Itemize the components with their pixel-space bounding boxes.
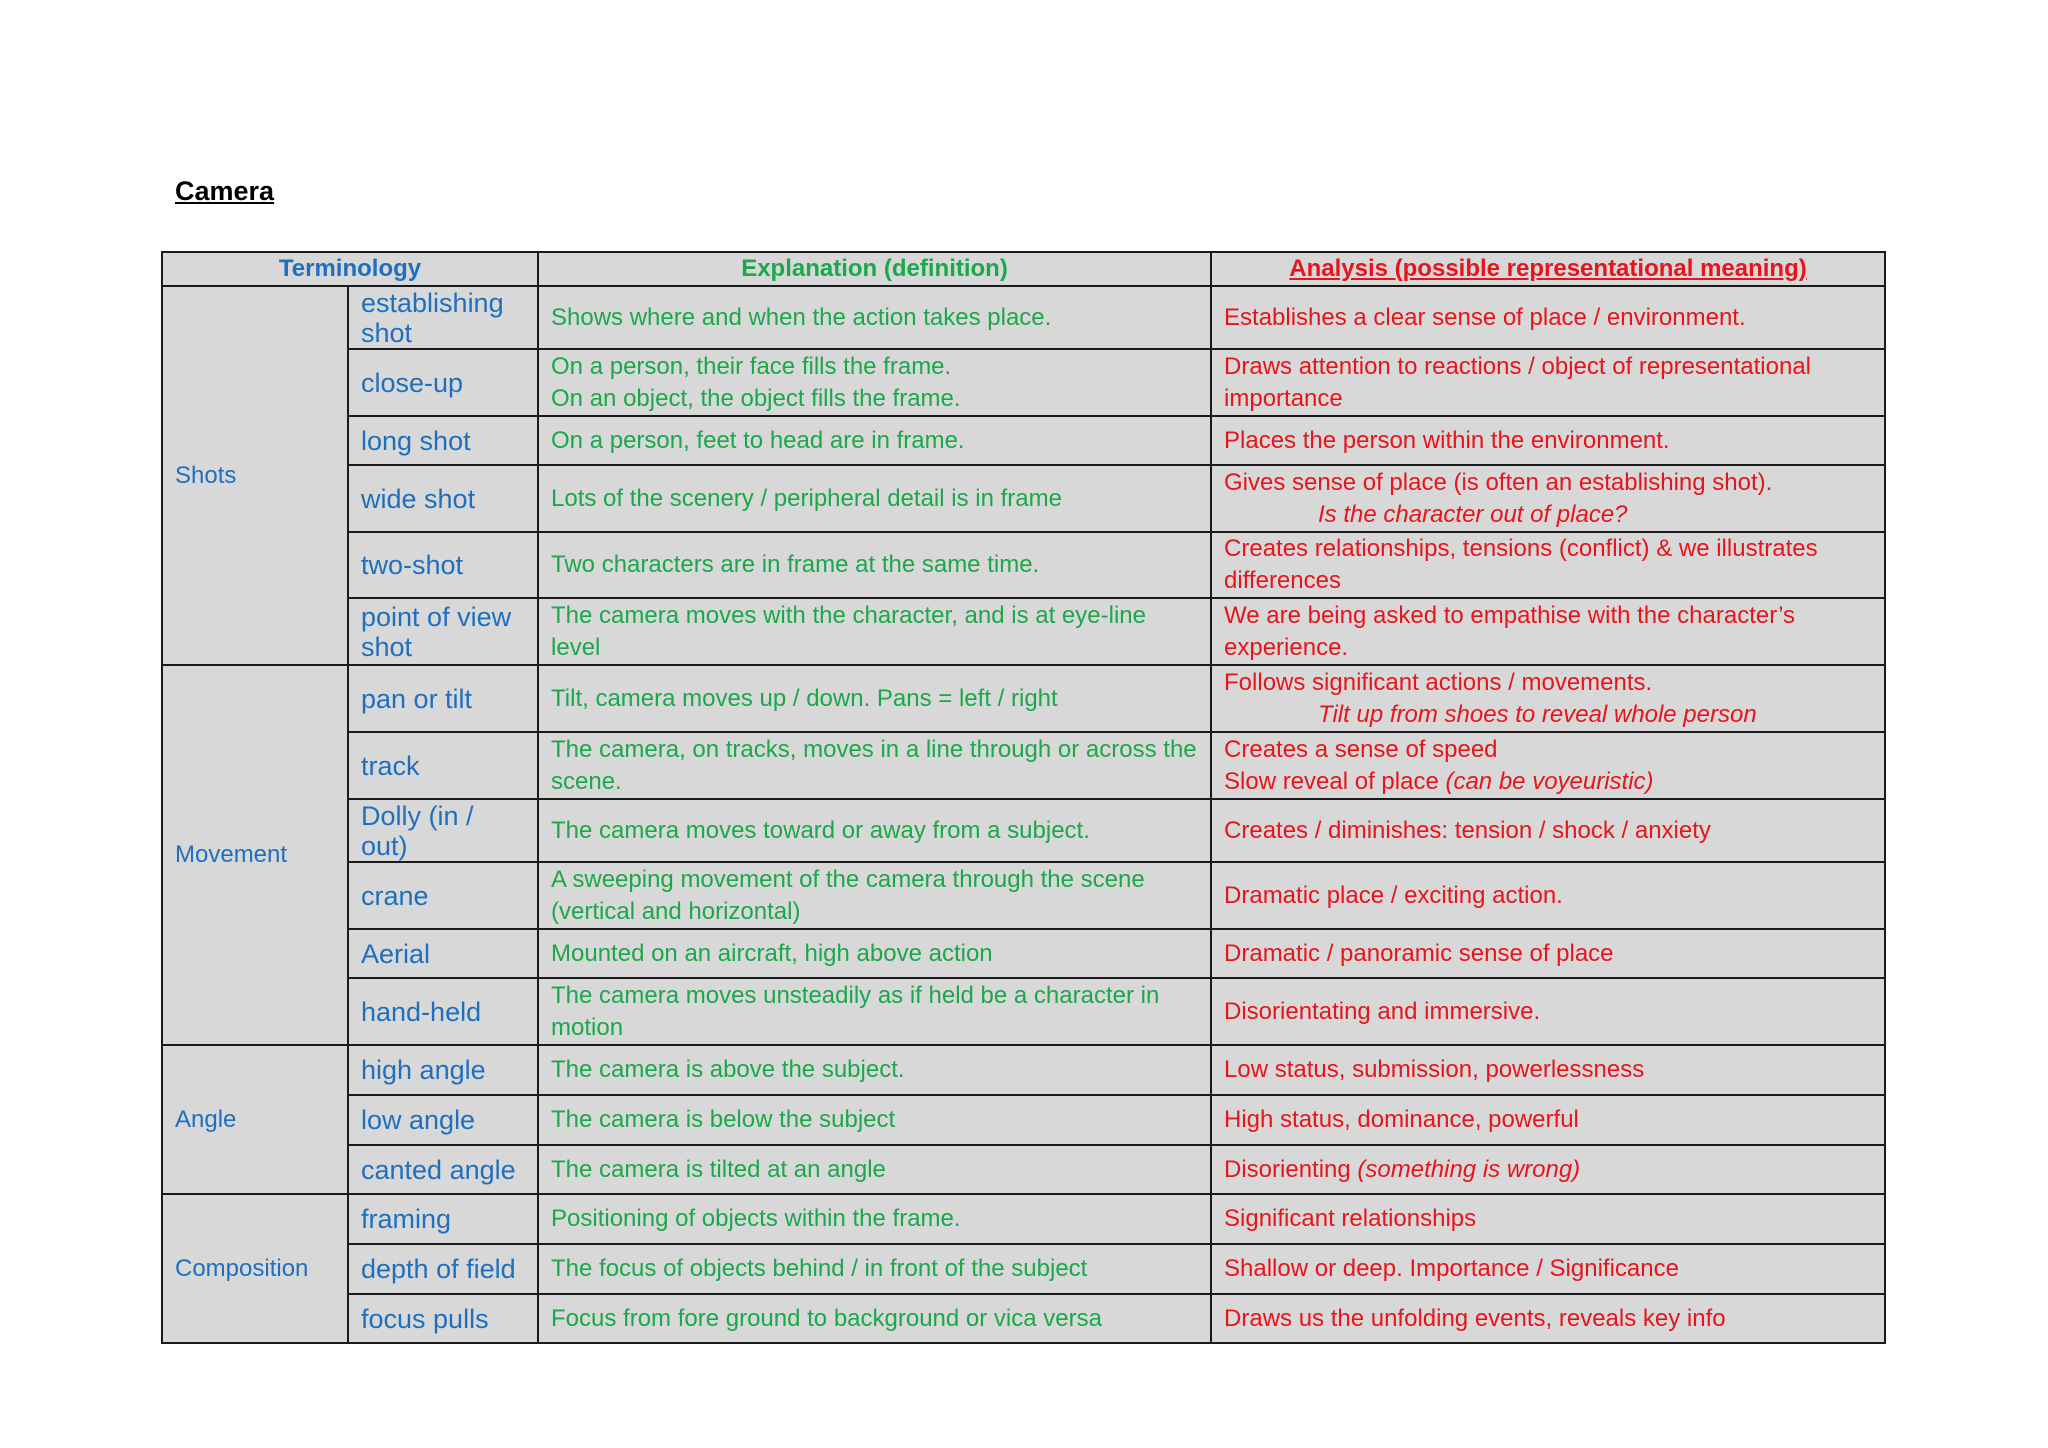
explanation-cell: Tilt, camera moves up / down. Pans = left / right (538, 665, 1211, 732)
analysis-line: Creates a sense of speed (1224, 735, 1498, 763)
term-cell: two-shot (348, 532, 538, 598)
analysis-line: Gives sense of place (is often an establishing shot). (1224, 468, 1773, 496)
table-row (162, 1045, 1885, 1095)
explanation-cell: The camera moves with the character, and is at eye-line level (538, 598, 1211, 665)
analysis-cell: Draws attention to reactions / object of representational importance (1211, 349, 1885, 416)
analysis-cell: Establishes a clear sense of place / environment. (1211, 286, 1885, 349)
analysis-line (1224, 766, 1872, 798)
analysis-cell: Shallow or deep. Importance / Significance (1211, 1244, 1885, 1294)
term-cell: track (348, 732, 538, 799)
analysis-cell: Creates relationships, tensions (conflict) & we illustrates differences (1211, 532, 1885, 598)
term-cell: framing (348, 1194, 538, 1244)
analysis-italic-line: Is the character out of place? (1318, 500, 1628, 528)
group-label-composition: Composition (162, 1194, 348, 1343)
analysis-italic-text: (something is wrong) (1357, 1155, 1581, 1183)
table-row (162, 598, 1885, 665)
analysis-cell: Dramatic place / exciting action. (1211, 862, 1885, 929)
term-cell: long shot (348, 416, 538, 465)
table-row (162, 862, 1885, 929)
analysis-cell: High status, dominance, powerful (1211, 1095, 1885, 1145)
table-row (162, 1244, 1885, 1294)
term-cell: establishing shot (348, 286, 538, 349)
table-row (162, 532, 1885, 598)
term-cell: crane (348, 862, 538, 929)
explanation-line: On a person, their face fills the frame. (551, 352, 952, 380)
explanation-cell (538, 349, 1211, 416)
analysis-italic-text: (can be voyeuristic) (1445, 767, 1654, 795)
analysis-cell: Draws us the unfolding events, reveals key info (1211, 1294, 1885, 1343)
analysis-cell: Dramatic / panoramic sense of place (1211, 929, 1885, 978)
analysis-cell (1211, 732, 1885, 799)
term-cell: Dolly (in / out) (348, 799, 538, 862)
table-row (162, 1095, 1885, 1145)
explanation-cell: Mounted on an aircraft, high above action (538, 929, 1211, 978)
explanation-cell: A sweeping movement of the camera through the scene (vertical and horizontal) (538, 862, 1211, 929)
analysis-line: Follows significant actions / movements. (1224, 668, 1653, 696)
table-row (162, 732, 1885, 799)
term-cell: Aerial (348, 929, 538, 978)
table-row (162, 1294, 1885, 1343)
term-cell: point of view shot (348, 598, 538, 665)
term-cell: canted angle (348, 1145, 538, 1194)
table-row (162, 1194, 1885, 1244)
group-label-angle: Angle (162, 1045, 348, 1194)
table-row (162, 416, 1885, 465)
explanation-cell: The camera moves unsteadily as if held be a character in motion (538, 978, 1211, 1045)
table-row (162, 465, 1885, 532)
analysis-cell (1211, 665, 1885, 732)
analysis-cell: Places the person within the environment. (1211, 416, 1885, 465)
analysis-cell: Creates / diminishes: tension / shock / anxiety (1211, 799, 1885, 862)
term-cell: high angle (348, 1045, 538, 1095)
explanation-cell: Lots of the scenery / peripheral detail is in frame (538, 465, 1211, 532)
group-label-shots: Shots (162, 286, 348, 665)
analysis-cell: Low status, submission, powerlessness (1211, 1045, 1885, 1095)
analysis-cell: We are being asked to empathise with the character’s experience. (1211, 598, 1885, 665)
analysis-text: Slow reveal of place (1224, 767, 1446, 795)
term-cell: depth of field (348, 1244, 538, 1294)
analysis-text: Disorienting (1224, 1155, 1358, 1183)
term-cell: pan or tilt (348, 665, 538, 732)
explanation-cell: On a person, feet to head are in frame. (538, 416, 1211, 465)
analysis-cell (1211, 1145, 1885, 1194)
table-row (162, 665, 1885, 732)
analysis-cell: Significant relationships (1211, 1194, 1885, 1244)
explanation-cell: Two characters are in frame at the same time. (538, 532, 1211, 598)
table-row (162, 1145, 1885, 1194)
explanation-line: On an object, the object fills the frame. (551, 384, 961, 412)
explanation-cell: Positioning of objects within the frame. (538, 1194, 1211, 1244)
header-analysis: Analysis (possible representational meaning) (1211, 252, 1885, 286)
explanation-cell: The camera moves toward or away from a subject. (538, 799, 1211, 862)
page-title: Camera (175, 176, 275, 206)
table-row (162, 929, 1885, 978)
term-cell: focus pulls (348, 1294, 538, 1343)
analysis-italic-line: Tilt up from shoes to reveal whole person (1318, 700, 1757, 728)
explanation-cell: The camera, on tracks, moves in a line through or across the scene. (538, 732, 1211, 799)
term-cell: hand-held (348, 978, 538, 1045)
table-row (162, 799, 1885, 862)
table-header-row (162, 252, 1885, 286)
analysis-cell (1211, 465, 1885, 532)
header-explanation: Explanation (definition) (538, 252, 1211, 286)
table-row (162, 349, 1885, 416)
explanation-cell: The focus of objects behind / in front of the subject (538, 1244, 1211, 1294)
table-row (162, 286, 1885, 349)
term-cell: low angle (348, 1095, 538, 1145)
explanation-cell: The camera is above the subject. (538, 1045, 1211, 1095)
explanation-cell: Shows where and when the action takes place. (538, 286, 1211, 349)
term-cell: wide shot (348, 465, 538, 532)
header-terminology: Terminology (162, 252, 538, 286)
table-row (162, 978, 1885, 1045)
analysis-cell: Disorientating and immersive. (1211, 978, 1885, 1045)
explanation-cell: The camera is tilted at an angle (538, 1145, 1211, 1194)
group-label-movement: Movement (162, 665, 348, 1045)
explanation-cell: The camera is below the subject (538, 1095, 1211, 1145)
explanation-cell: Focus from fore ground to background or vica versa (538, 1294, 1211, 1343)
term-cell: close-up (348, 349, 538, 416)
camera-terminology-table (161, 251, 1886, 1344)
